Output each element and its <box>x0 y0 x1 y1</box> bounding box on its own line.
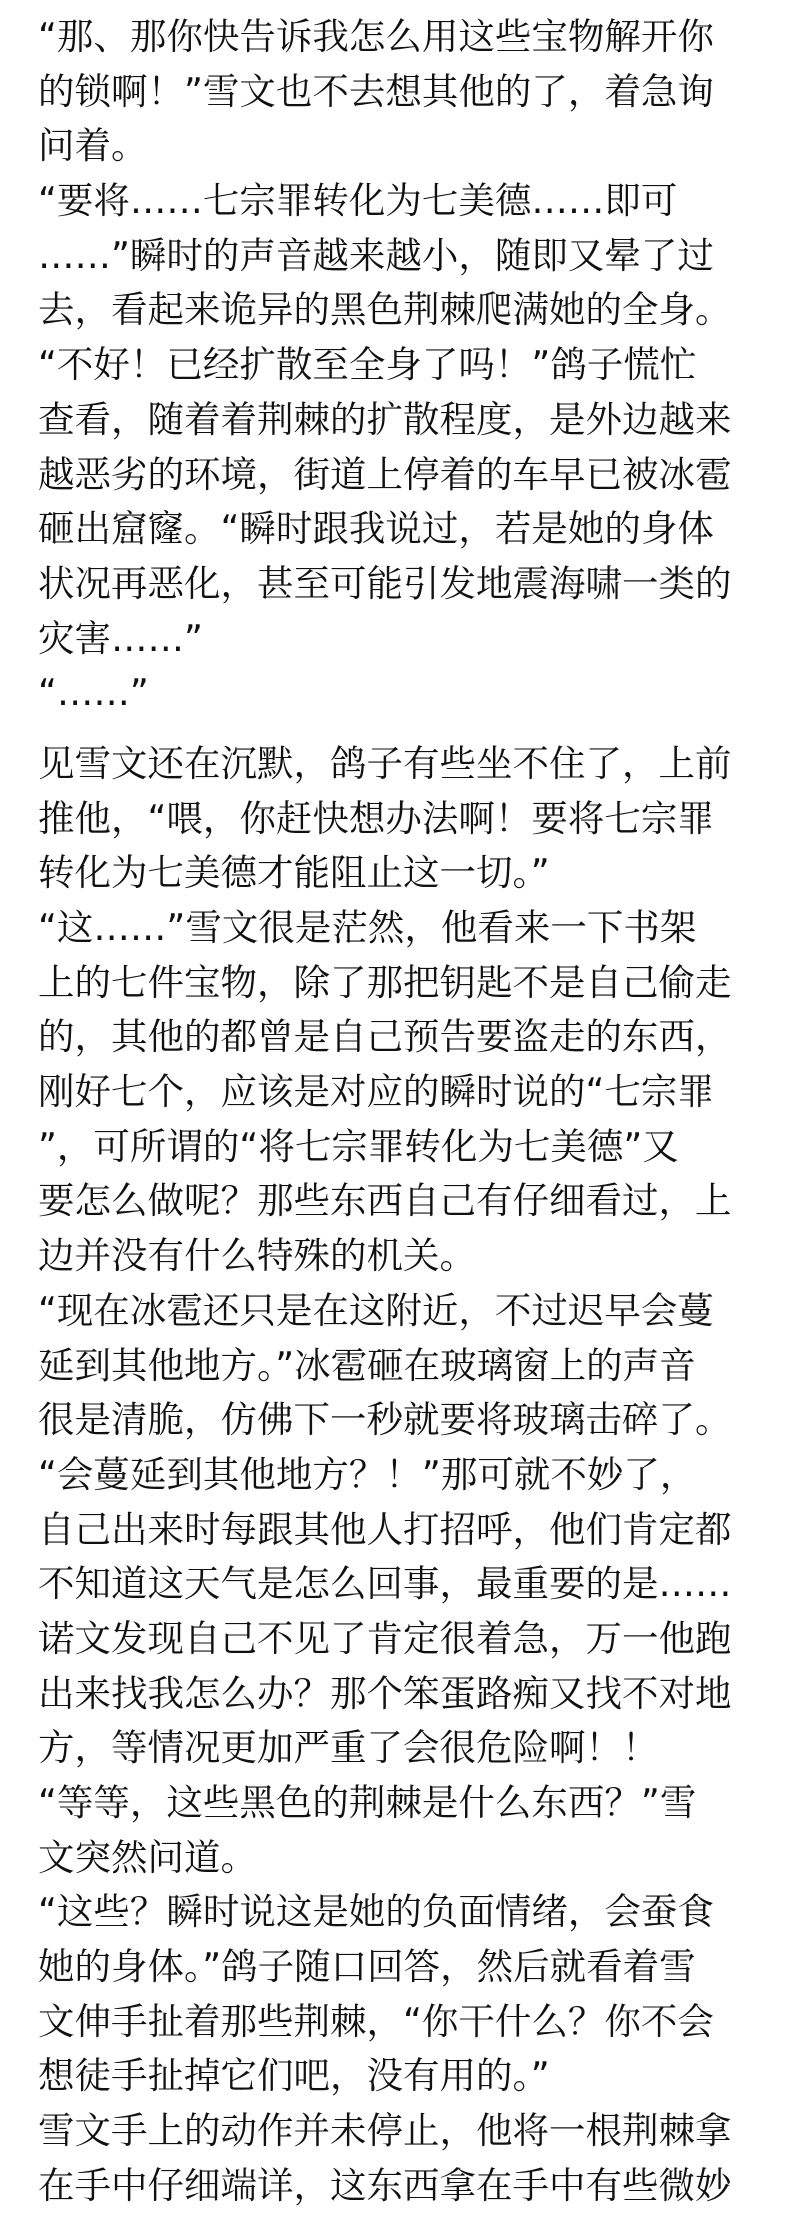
text-line: 文伸手扯着那些荆棘，“你干什么？你不会 <box>38 1999 714 2043</box>
text-line: 越恶劣的环境，街道上停着的车早已被冰雹 <box>38 452 732 496</box>
text-line: 她的身体。”鸽子随口回答，然后就看着雪 <box>38 1945 696 1989</box>
text-line: 问着。 <box>38 124 148 168</box>
text-line: ……”瞬时的声音越来越小，随即又晕了过 <box>38 233 714 277</box>
text-line: 的，其他的都曾是自己预告要盗走的东西， <box>38 1015 732 1059</box>
story-text <box>38 10 768 2214</box>
text-line: 想徒手扯掉它们吧，没有用的。” <box>38 2054 550 2098</box>
text-line: 砸出窟窿。“瞬时跟我说过，若是她的身体 <box>38 507 714 551</box>
text-line: “等等，这些黑色的荆棘是什么东西？”雪 <box>38 1781 697 1824</box>
text-line: 的锁啊！”雪文也不去想其他的了，着急询 <box>38 69 714 113</box>
text-line: 查看，随着着荆棘的扩散程度，是外边越来 <box>38 397 732 441</box>
text-line: “……” <box>38 671 149 715</box>
text-line: “这些？瞬时说这是她的负面情绪，会蚕食 <box>38 1890 714 1934</box>
text-line: “那、那你快告诉我怎么用这些宝物解开你 <box>38 15 714 58</box>
text-line: 转化为七美德才能阻止这一切。” <box>38 851 550 895</box>
text-line: 很是清脆，仿佛下一秒就要将玻璃击碎了。 <box>38 1398 732 1442</box>
text-line: “这……”雪文很是茫然，他看来一下书架 <box>38 906 697 949</box>
text-line: 上的七件宝物，除了那把钥匙不是自己偷走 <box>38 960 732 1004</box>
text-line: 诺文发现自己不见了肯定很着急，万一他跑 <box>38 1616 732 1660</box>
text-line: 状况再恶化，甚至可能引发地震海啸一类的 <box>38 561 732 605</box>
text-line: “现在冰雹还只是在这附近，不过迟早会蔓 <box>38 1288 714 1332</box>
text-line: 文突然问道。 <box>38 1835 257 1879</box>
text-line: 见雪文还在沉默，鸽子有些坐不住了，上前 <box>38 741 732 785</box>
text-line: 自己出来时每跟其他人打招呼，他们肯定都 <box>38 1507 732 1551</box>
text-line: 刚好七个，应该是对应的瞬时说的“七宗罪 <box>38 1070 714 1114</box>
text-line: 延到其他地方。”冰雹砸在玻璃窗上的声音 <box>38 1343 696 1387</box>
text-line: 在手中仔细端详，这东西拿在手中有些微妙 <box>38 2163 732 2207</box>
text-line: ”，可所谓的“将七宗罪转化为七美德”又 <box>38 1124 679 1168</box>
text-line: 不知道这天气是怎么回事，最重要的是…… <box>38 1562 732 1606</box>
text-line: 雪文手上的动作并未停止，他将一根荆棘拿 <box>38 2109 732 2153</box>
text-line: 灾害……” <box>38 616 203 660</box>
text-line: 去，看起来诡异的黑色荆棘爬满她的全身。 <box>38 288 732 332</box>
text-line: 要怎么做呢？那些东西自己有仔细看过，上 <box>38 1179 732 1223</box>
text-line: 出来找我怎么办？那个笨蛋路痴又找不对地 <box>38 1671 732 1715</box>
text-line: 推他，“喂，你赶快想办法啊！要将七宗罪 <box>38 796 714 840</box>
text-line: “不好！已经扩散至全身了吗！”鸽子慌忙 <box>38 343 697 387</box>
text-line: “要将……七宗罪转化为七美德……即可 <box>38 179 678 223</box>
text-line: 方，等情况更加严重了会很危险啊！！ <box>38 1726 659 1770</box>
text-line: “会蔓延到其他地方？！”那可就不妙了， <box>38 1452 697 1496</box>
text-line: 边并没有什么特殊的机关。 <box>38 1234 476 1278</box>
